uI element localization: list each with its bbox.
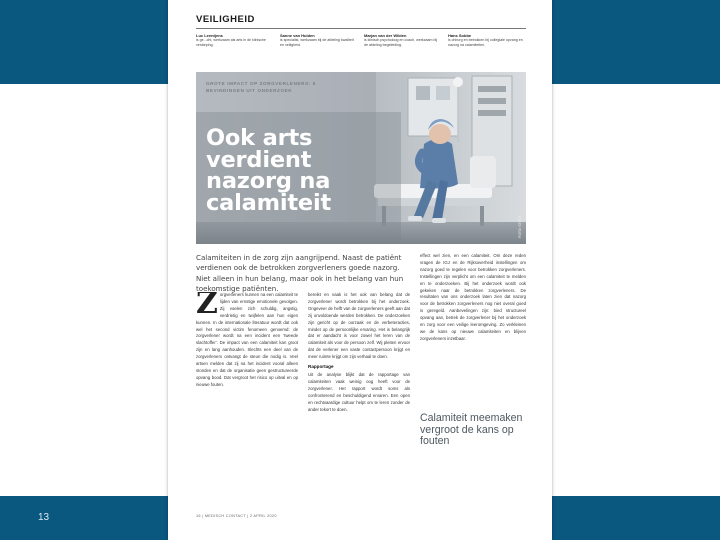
- body-column-2: [308, 292, 410, 497]
- section-rule: [196, 28, 526, 29]
- author-bio: is specialist, werkzaam bij de afdeling kwaliteit en veiligheid.: [280, 38, 354, 47]
- body-text: orgverleners kunnen na een calamiteit te lijden van ernstige emotionele gevolgen. Zij voelen zich schuldig, angstig, verdrietig en twijfelen aan hun eigen kunnen. In de internationale literatuur wordt dat ook wel het second victim fenomeen genoemd: de zorgverlener wordt na een incident een 'tweede slachtoffer'. De impact van een calamiteit kan groot zijn en lang aanhouden. Slechts een deel van de zorgverleners ontvangt de steun die nodig is. Veel artsen melden dat zij na het incident vooral alleen stonden en dat de organisatie geen gestructureerde opvang bood. Dat vergroot het risico op uitval en op nieuwe fouten.: [196, 292, 298, 387]
- author-3: [364, 33, 440, 48]
- author-1: [196, 33, 272, 48]
- author-name: Hans Sobbe: [448, 33, 472, 38]
- author-2: [280, 33, 356, 48]
- body-column-3: [420, 253, 526, 409]
- magazine-page: [168, 0, 552, 540]
- slide-number: 13: [38, 512, 50, 523]
- author-bio: is ge...cht, werkzaam als arts in de klinische verdieping.: [196, 38, 266, 47]
- photo-credit: FOTO: STOCK: [518, 215, 522, 238]
- subheading: Rapportage: [308, 364, 334, 370]
- author-name: Sanne van Hulden: [280, 33, 315, 38]
- body-text: Uit de analyse blijkt dat de rapportage van calamiteiten vaak weinig oog heeft voor de zorgverlener. Het rapport wordt soms als confronterend en beschuldigend ervaren. Een open en rechtvaardige cultuur helpt om te leren zonder de ander tekort te doen.: [308, 371, 410, 412]
- author-bio: is chirurg en betrokken bij collegiale opvang en nazorg na calamiteiten.: [448, 38, 523, 47]
- body-column-1: [196, 292, 298, 497]
- author-bio: is klinisch psycholoog en coach, werkzaam bij de afdeling begeleiding.: [364, 38, 438, 47]
- author-name: Marjan van der Wilden: [364, 33, 407, 38]
- article-kicker: GROTE IMPACT OP ZORGVERLENERS: 5 BEVINDINGEN UIT ONDERZOEK: [206, 81, 316, 93]
- author-name: Luc Leentjens: [196, 33, 223, 38]
- author-4: [448, 33, 524, 48]
- article-headline: Ook arts verdient nazorg na calamiteit: [206, 125, 332, 216]
- body-text: bereikt en vaak is het ook van belang dat de zorgverlener wordt betrokken bij het onderzoek. Ongeveer de helft van de zorgverleners geeft aan dat zij onvoldoende werden betrokken. De onderzoeken zijn gericht op de oorzaak en de verbeteracties, minder op de persoonlijke ervaring. Het is belangrijk dat er aandacht is voor zowel het leren van de calamiteit als voor de persoon zelf. Wij pleiten ervoor dat de verlener een vaste contactpersoon krijgt en meer ruimte krijgt om zijn verhaal te doen.: [308, 292, 410, 360]
- article-lead: Calamiteiten in de zorg zijn aangrijpend. Naast de patiënt verdienen ook de betrokken zorgverleners goede nazorg. Niet alleen in hun belang, maar ook in het belang van hun toekomstige patiënten.: [196, 253, 404, 293]
- section-title: VEILIGHEID: [196, 14, 255, 25]
- hero-photo: [196, 72, 526, 244]
- body-text: effect wel zien, en een calamiteit. Om deze reden vragen de IGJ en de Rijksoverheid instellingen om nazorg goed te regelen voor betrokken zorgverleners. Instellingen zijn verplicht om een calamiteit te melden en te onderzoeken. Bij het onderzoek wordt ook gekeken naar de betrokken zorgverleners. De resultaten van ons onderzoek laten zien dat nazorg voor de betrokken zorgverleners nog niet overal goed is geregeld. Aanbevelingen zijn: bied structureel opvang aan, betrek de zorgverlener bij het onderzoek en zorg voor een veilige leeromgeving. Zo verkleinen we de kans op nieuwe calamiteiten en blijven zorgverleners inzetbaar.: [420, 253, 526, 341]
- drop-cap: Z: [196, 292, 218, 321]
- page-footer: 16 | MEDISCH CONTACT | 2 APRIL 2020: [196, 514, 277, 518]
- pull-quote: Calamiteit meemaken vergroot de kans op fouten: [420, 412, 523, 448]
